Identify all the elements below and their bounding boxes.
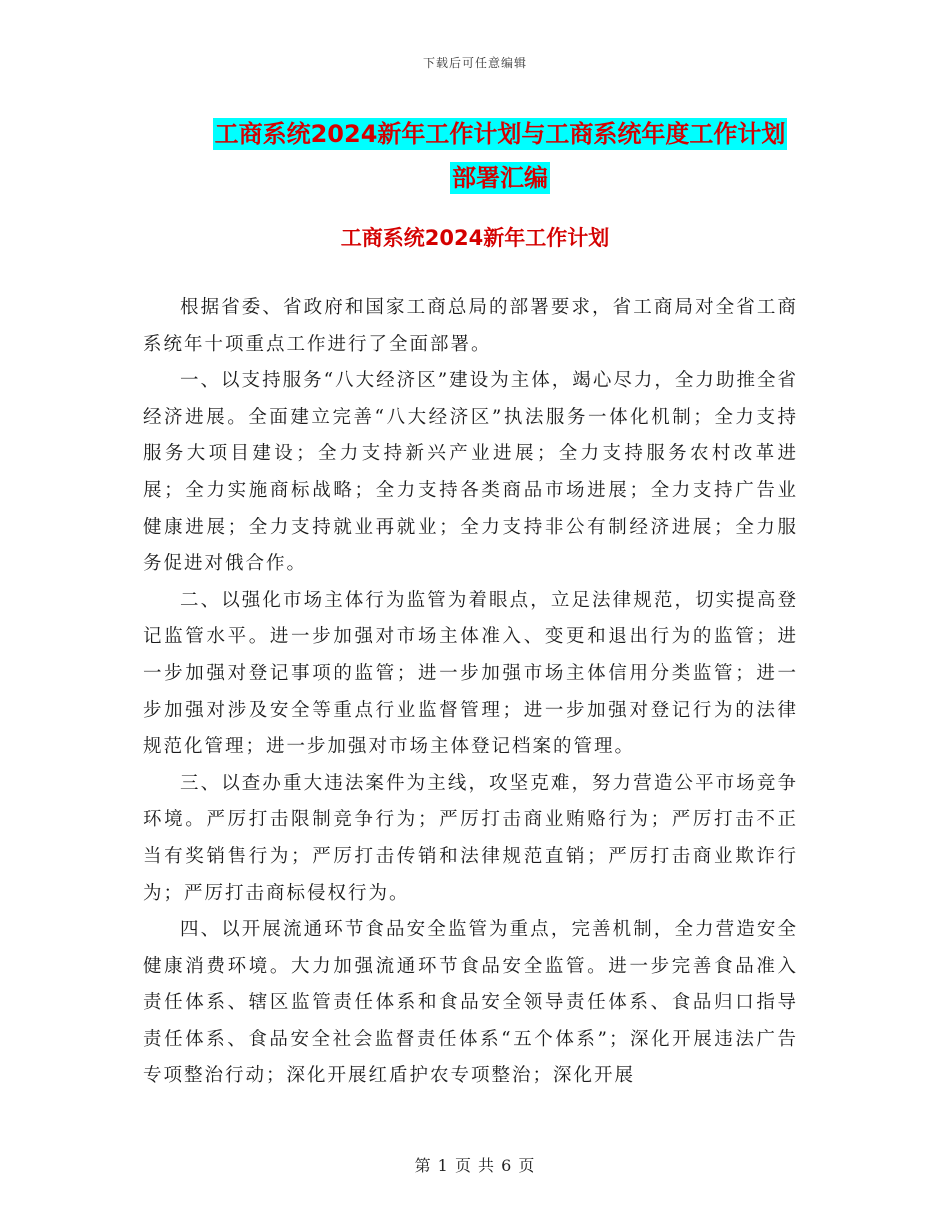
paragraph: 一、以支持服务“八大经济区”建设为主体，竭心尽力，全力助推全省经济进展。全面建立完善“八大经济区”执法服务一体化机制；全力支持服务大项目建设；全力支持新兴产业进展；全力支持服务农村改革进展；全力实施商标战略；全力支持各类商品市场进展；全力支持广告业健康进展；全力支持就业再就业；全力支持非公有制经济进展；全力服务促进对俄合作。 xyxy=(143,370,798,575)
title-line-2: 部署汇编 xyxy=(452,164,548,192)
document-title xyxy=(150,112,850,200)
paragraph: 三、以查办重大违法案件为主线，攻坚克难，努力营造公平市场竞争环境。严厉打击限制竞争行为；严厉打击商业贿赂行为；严厉打击不正当有奖销售行为；严厉打击传销和法律规范直销；严厉打击商业欺诈行为；严厉打击商标侵权行为。 xyxy=(143,772,798,904)
page-number: 第 1 页 共 6 页 xyxy=(414,1156,536,1175)
section-title: 工商系统2024新年工作计划 xyxy=(340,226,610,250)
paragraph: 四、以开展流通环节食品安全监管为重点，完善机制，全力营造安全健康消费环境。大力加强流通环节食品安全监管。进一步完善食品准入责任体系、辖区监管责任体系和食品安全领导责任体系、食品归口指导责任体系、食品安全社会监督责任体系“五个体系”；深化开展违法广告专项整治行动；深化开展红盾护农专项整治；深化开展 xyxy=(143,919,798,1087)
header-note: 下载后可任意编辑 xyxy=(422,56,527,70)
paragraph: 二、以强化市场主体行为监管为着眼点，立足法律规范，切实提高登记监管水平。进一步加强对市场主体准入、变更和退出行为的监管；进一步加强对登记事项的监管；进一步加强市场主体信用分类监管；进一步加强对涉及安全等重点行业监督管理；进一步加强对登记行为的法律规范化管理；进一步加强对市场主体登记档案的管理。 xyxy=(143,589,798,758)
document-body xyxy=(143,290,798,1095)
paragraph: 根据省委、省政府和国家工商总局的部署要求，省工商局对全省工商系统年十项重点工作进行了全面部署。 xyxy=(143,297,798,355)
title-line-1: 工商系统2024新年工作计划与工商系统年度工作计划 xyxy=(214,120,786,148)
